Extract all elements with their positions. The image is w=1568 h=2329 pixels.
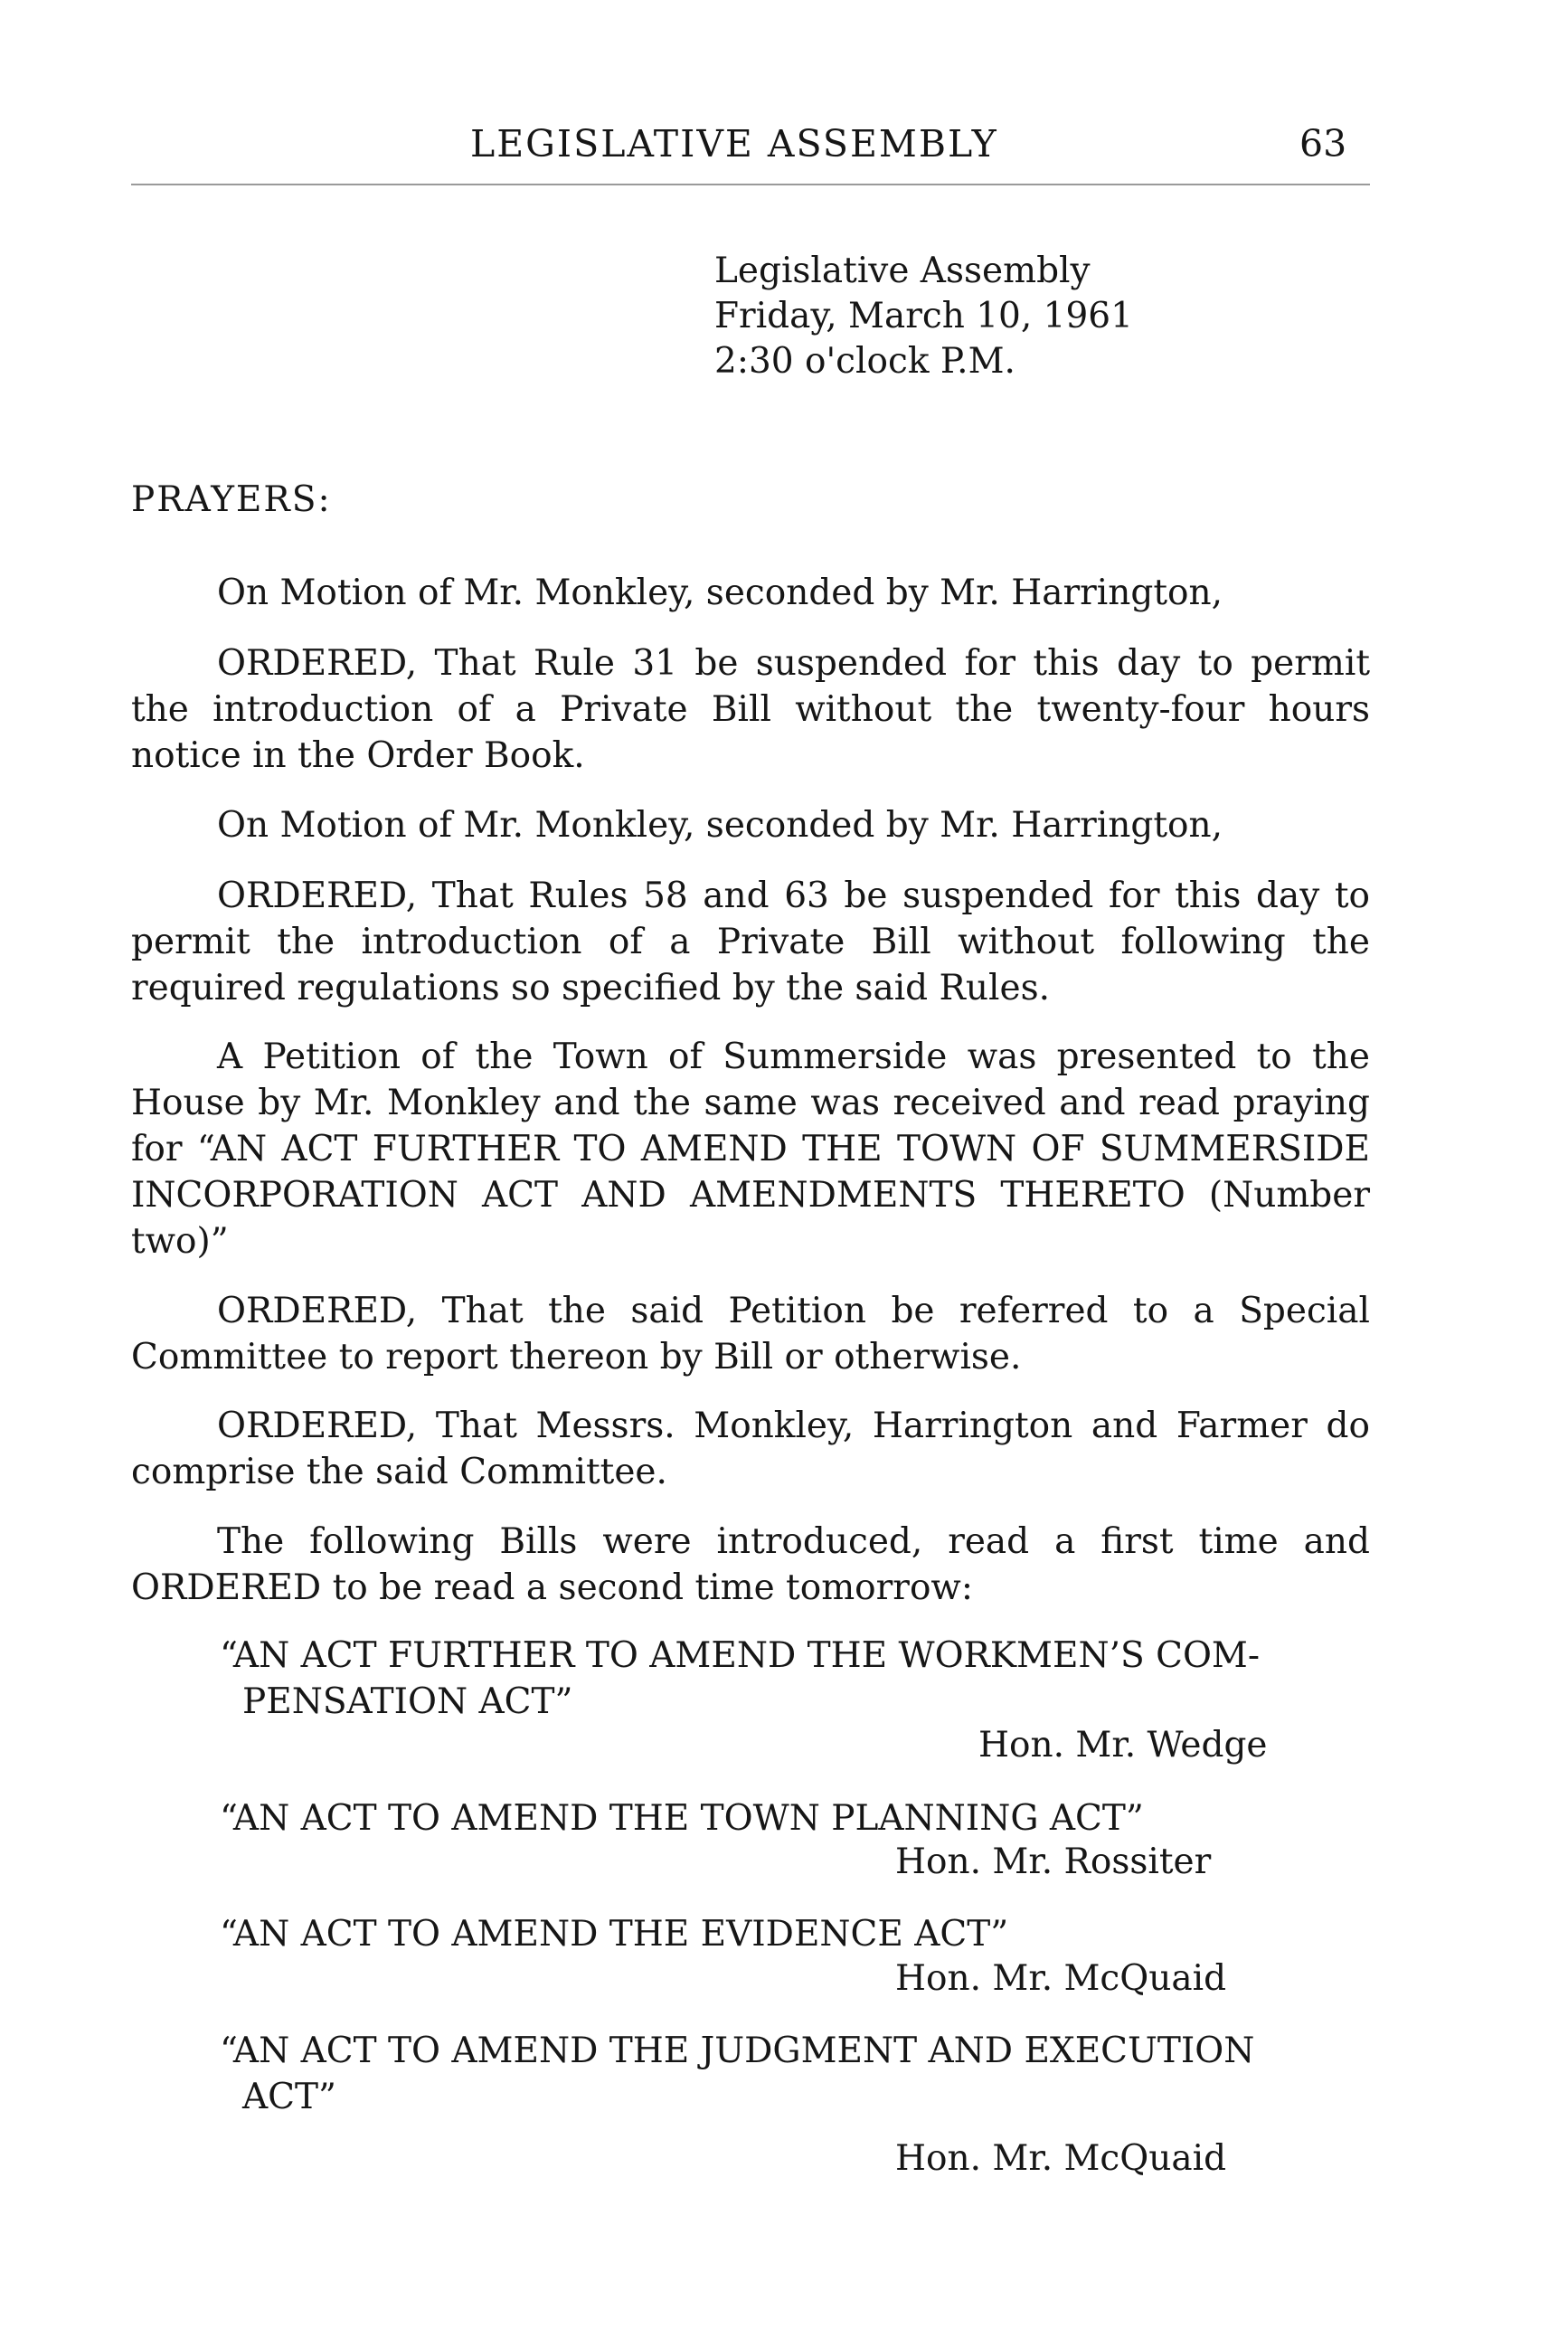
bill-title: [220, 1795, 1370, 1841]
bill-title: [220, 1911, 1370, 1957]
bill-title-line: “AN ACT TO AMEND THE JUDGMENT AND EXECUTION: [220, 2031, 1255, 2071]
bill-title: [220, 1633, 1370, 1725]
bill-title: [220, 2028, 1370, 2120]
ordered-paragraph-4: ORDERED, That Messrs. Monkley, Harrington and Farmer do comprise the said Committee.: [131, 1406, 1370, 1492]
bill-title-line: ACT”: [242, 2077, 336, 2117]
motion-paragraph-2: On Motion of Mr. Monkley, seconded by Mr. Harrington,: [217, 805, 1223, 846]
ordered-paragraph-2: ORDERED, That Rules 58 and 63 be suspended for this day to permit the introduction of a Private Bill without following the required regulations so specified by the said Rules.: [131, 876, 1370, 1008]
ordered-paragraph-3: ORDERED, That the said Petition be referred to a Special Committee to report thereon by Bill or otherwise.: [131, 1291, 1370, 1378]
petition-paragraph: A Petition of the Town of Summerside was presented to the House by Mr. Monkley and the same was received and read praying for “AN ACT FURTHER TO AMEND THE TOWN OF SUMMERSIDE INCORPORATION ACT AND AMENDMENTS THERETO (Number two)”: [131, 1037, 1370, 1262]
bill-title-line: PENSATION ACT”: [242, 1681, 573, 1722]
bills-intro-paragraph: The following Bills were introduced, read a first time and ORDERED to be read a second time tomorrow:: [131, 1521, 1370, 1608]
dateline-date: Friday, March 10, 1961: [714, 296, 1133, 336]
prayers-heading: PRAYERS:: [131, 479, 332, 520]
bill-sponsor: Hon. Mr. Wedge: [978, 1725, 1268, 1766]
header-rule: [131, 184, 1370, 185]
dateline-assembly: Legislative Assembly: [714, 251, 1091, 291]
bill-title-line: “AN ACT TO AMEND THE TOWN PLANNING ACT”: [220, 1798, 1144, 1839]
running-head: [0, 122, 1568, 167]
motion-paragraph-1: On Motion of Mr. Monkley, seconded by Mr. Harrington,: [217, 573, 1223, 613]
bill-title-line: “AN ACT TO AMEND THE EVIDENCE ACT”: [220, 1914, 1009, 1955]
dateline: [714, 249, 1133, 384]
ordered-paragraph-1: ORDERED, That Rule 31 be suspended for this day to permit the introduction of a Private Bill without the twenty-four hours notice in the Order Book.: [131, 643, 1370, 776]
dateline-time: 2:30 o'clock P.M.: [714, 341, 1015, 382]
bill-sponsor: Hon. Mr. Rossiter: [895, 1841, 1212, 1882]
bill-sponsor: Hon. Mr. McQuaid: [895, 2138, 1227, 2179]
running-title: LEGISLATIVE ASSEMBLY: [470, 122, 998, 166]
page-number: 63: [1299, 122, 1347, 166]
bill-sponsor: Hon. Mr. McQuaid: [895, 1958, 1227, 1999]
bill-title-line: “AN ACT FURTHER TO AMEND THE WORKMEN’S COM-: [220, 1635, 1261, 1676]
